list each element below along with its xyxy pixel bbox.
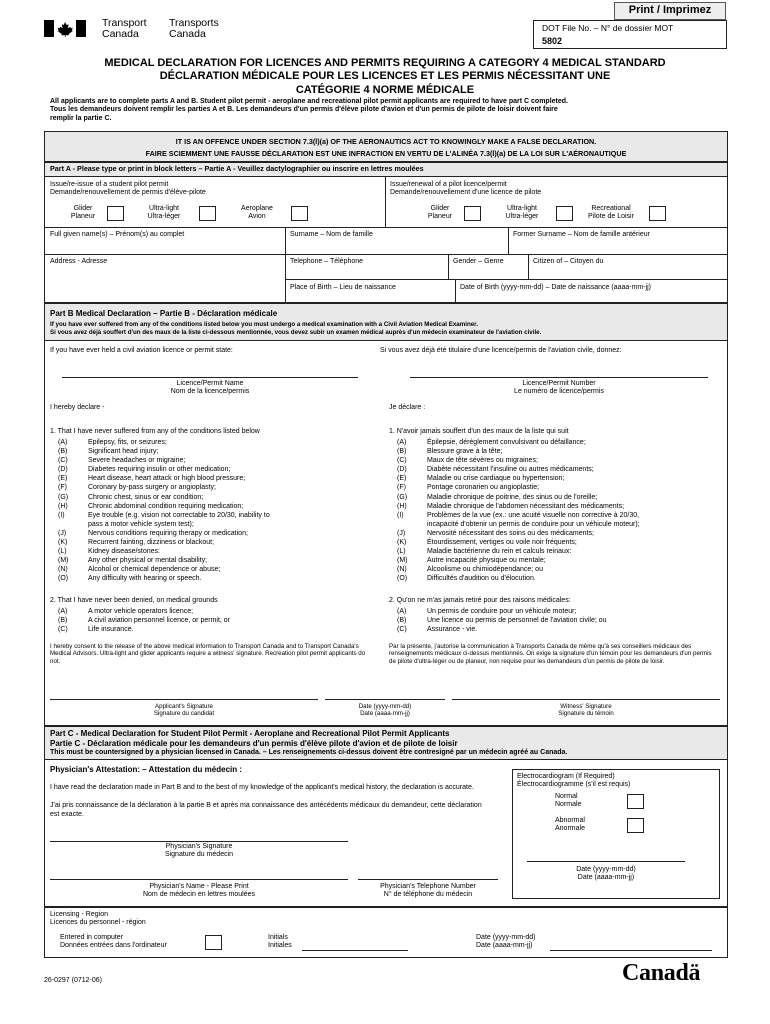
physician-signature-en: Physician's Signature: [165, 843, 233, 850]
condition-item-fr-text: Étourdissement, vertiges ou voile noir fréquents;: [427, 539, 577, 547]
part-c-header-fr: Partie C - Déclaration médicale pour les demandeurs d'un permis d'élève pilote d'avion et de pilote de loisir: [50, 739, 458, 748]
issue-student-en: Issue/re-issue of a student pilot permit: [50, 181, 169, 188]
condition-item-en-text: Diabetes requiring insulin or other medication;: [88, 466, 231, 474]
ecg-date-en: Date (yyyy-mm-dd): [576, 866, 636, 873]
conditions-list-en: [50, 438, 370, 584]
condition-item-fr: [389, 474, 719, 483]
condition-item-fr-letter: (J): [397, 529, 406, 537]
applicant-signature-en: Applicant's Signature: [155, 703, 213, 710]
entered-en: Entered in computer: [60, 934, 124, 941]
denied-item-en: [50, 625, 370, 634]
gender-field[interactable]: Gender – Genre: [453, 258, 504, 265]
condition-item-fr-letter: [389, 520, 427, 529]
condition-item-fr: [389, 465, 719, 474]
condition-item-fr-letter: (H): [397, 502, 407, 510]
condition-item-fr: [389, 438, 719, 447]
condition-item-fr-letter: (I): [397, 511, 404, 519]
condition-item-fr-letter: (N): [397, 566, 407, 574]
glider-label-fr: Planeur: [70, 213, 96, 221]
lic-glider-label-fr: Planeur: [427, 213, 453, 221]
denied-item-en-letter: (B): [58, 617, 68, 625]
former-surname-field[interactable]: Former Surname – Nom de famille antérieur: [513, 231, 650, 238]
condition-item-fr-letter: (G): [397, 493, 408, 501]
condition-item-fr-text: Épilepsie, dérèglement convulsivant ou défaillance;: [427, 439, 586, 446]
condition-item-en-letter: (H): [58, 502, 68, 510]
condition-item-fr: [389, 538, 719, 547]
denied-item-fr: [389, 607, 719, 616]
condition-item-fr: [389, 529, 719, 538]
ecg-normal-checkbox[interactable]: [627, 794, 644, 809]
condition-item-fr: [389, 493, 719, 502]
denied-item-en-letter: (A): [58, 608, 68, 615]
condition-item-fr-text: Blessure grave à la tête;: [427, 448, 503, 456]
condition-item-en-text: Recurrent fainting, dizziness or blackout;: [88, 539, 215, 547]
org-name-fr-1: Transports: [169, 17, 219, 29]
ecg-date-fr: Date (aaaa-mm-jj): [577, 874, 635, 882]
condition-item-en: [50, 502, 370, 511]
condition-item-fr-text: Autre incapacité physique ou mentale;: [427, 557, 546, 565]
condition-item-en-text: Alcohol or chemical dependence or abuse;: [88, 566, 221, 574]
aeroplane-label-en: Aeroplane: [241, 205, 273, 212]
held-licence-fr: Si vous avez déjà été titulaire d'une licence/permis de l'aviation civile, donnez:: [380, 347, 622, 354]
telephone-field[interactable]: Telephone – Téléphone: [290, 258, 364, 265]
condition-item-en: [50, 483, 370, 492]
licence-name-en: Licence/Permit Name: [176, 380, 244, 387]
question-1-en: 1. That I have never suffered from any of the conditions listed below: [50, 428, 260, 435]
denied-item-en: [50, 616, 370, 625]
condition-item-fr-text: Maladie chronique de l'abdomen nécessitant des médicaments;: [427, 502, 625, 510]
title-line-2: DÉCLARATION MÉDICALE POUR LES LICENCES ET LES PERMIS NÉCESSITANT UNE: [159, 70, 611, 83]
condition-item-en-letter: (A): [58, 439, 68, 446]
denied-list-en: [50, 607, 370, 634]
entered-fr: Données entrées dans l'ordinateur: [60, 942, 167, 950]
part-a-header: Part A - Please type or print in block letters – Partie A - Veuillez dactylographier ou inscrire en lettres moulées: [45, 163, 727, 176]
condition-item-fr-text: Maladie ou crise cardiaque ou hypertension;: [427, 475, 565, 483]
applicant-date-fr: Date (aaaa-mm-jj): [360, 710, 410, 718]
condition-item-en-text: Coronary by-pass surgery or angioplasty;: [88, 484, 217, 492]
offence-notice: [44, 131, 728, 162]
condition-item-en-text: Any difficulty with hearing or speech.: [88, 575, 202, 583]
condition-item-en: [50, 538, 370, 547]
lic-ultralight-label-fr: Ultra-léger: [505, 213, 539, 221]
question-2-fr: 2. Qu'on ne m'as jamais retiré pour des raisons médicales:: [389, 597, 571, 604]
ecg-abnormal-checkbox[interactable]: [627, 818, 644, 833]
held-licence-en: If you have ever held a civil aviation licence or permit state:: [50, 347, 233, 354]
condition-item-fr: [389, 502, 719, 511]
ultralight-label-en: Ultra-light: [149, 205, 179, 212]
declare-fr: Je déclare :: [389, 404, 426, 411]
condition-item-fr: [389, 456, 719, 465]
aeroplane-label-fr: Avion: [248, 213, 266, 221]
condition-item-fr-letter: (L): [397, 548, 406, 556]
condition-item-en-letter: (M): [58, 557, 69, 565]
denied-item-fr: [389, 625, 719, 634]
denied-list-fr: [389, 607, 719, 634]
denied-item-en-text: A civil aviation personnel licence, or permit, or: [88, 617, 231, 625]
physician-signature-line[interactable]: [50, 841, 348, 842]
lic-ultralight-label-en: Ultra-light: [507, 205, 537, 212]
condition-item-en: [50, 565, 370, 574]
initials-fr: Initiales: [268, 942, 292, 950]
condition-item-en-text: Significant head injury;: [88, 448, 159, 456]
condition-item-fr: [389, 547, 719, 556]
condition-item-fr-text: Alcoolisme ou chimiodépendance; ou: [427, 566, 543, 574]
student-aeroplane-checkbox[interactable]: [291, 206, 308, 221]
part-b-header: Part B Medical Declaration – Partie B - Déclaration médicale: [50, 309, 278, 318]
condition-item-fr: [389, 574, 719, 583]
condition-item-en: [50, 493, 370, 502]
part-b-note-en: If you have ever suffered from any of the conditions listed below you must undergo a medical examination with a Civil Aviation Medical Examiner.: [50, 321, 478, 328]
abnormal-en: Abnormal: [555, 817, 585, 824]
condition-item-en-letter: (E): [58, 475, 68, 483]
applicant-signature-line[interactable]: [50, 699, 318, 700]
condition-item-fr: [389, 483, 719, 492]
licence-name-fr: Nom de la licence/permis: [170, 388, 250, 396]
org-name-en-2: Canada: [102, 28, 139, 41]
witness-signature-en: Witness' Signature: [560, 703, 612, 710]
condition-item-en: [50, 456, 370, 465]
conditions-list-fr: [389, 438, 719, 584]
surname-field[interactable]: Surname – Nom de famille: [290, 231, 373, 238]
glider-label-en: Glider: [73, 205, 93, 212]
condition-item-fr-letter: (C): [397, 457, 407, 465]
condition-item-fr-letter: (M): [397, 557, 408, 565]
condition-item-fr-letter: (D): [397, 466, 407, 474]
intro-line-2: Tous les demandeurs doivent remplir les parties A et B. Les demandeurs d'un permis d'élève pilote d'avion et d'un permis de pilote de loisir doivent faire: [50, 106, 558, 114]
condition-item-fr-letter: (A): [397, 439, 407, 446]
physician-telephone-en: Physician's Telephone Number: [380, 883, 476, 890]
condition-item-fr-text: incapacité d'obtenir un permis de conduire pour un véhicule moteur);: [427, 520, 640, 528]
physician-name-fr: Nom de médecin en lettres moulées: [142, 891, 256, 899]
initials-line[interactable]: [302, 950, 408, 951]
applicant-date-line[interactable]: [325, 699, 445, 700]
applicant-signature-fr: Signature du candidat: [153, 710, 215, 718]
part-c-header-en: Part C - Medical Declaration for Student Pilot Permit - Aeroplane and Recreational Pilot Permit Applicants: [50, 729, 450, 738]
consent-en: I hereby consent to the release of the above medical information to Transport Canada and to Transport Canada's Medical Advisors. Ultra-light and glider applicants require a witness' signature. Recreation pilot permit applicants do not.: [50, 643, 366, 665]
condition-item-en-letter: (D): [58, 466, 68, 474]
normal-fr: Normale: [555, 801, 582, 809]
given-names-field[interactable]: Full given name(s) – Prénom(s) au complet: [50, 231, 185, 238]
condition-item-en-text: Chronic chest, sinus or ear condition;: [88, 493, 204, 501]
physician-signature-fr: Signature du médecin: [164, 851, 234, 859]
condition-item-en-letter: (N): [58, 566, 68, 574]
attestation-fr: J'ai pris connaissance de la déclaration à la partie B et après ma connaissance des antécédents médicaux du demandeur, cette déclaration est exacte.: [50, 802, 482, 818]
condition-item-en: [50, 447, 370, 456]
licence-number-line[interactable]: [410, 377, 708, 378]
org-name-en-1: Transport: [102, 17, 147, 29]
condition-item-fr-text: Problèmes de la vue (ex.: une acuité visuelle non corrective à 20/30,: [427, 511, 640, 519]
condition-item-en-letter: (F): [58, 484, 67, 492]
dot-file-label: DOT File No. – N° de dossier MOT: [542, 23, 674, 33]
witness-signature-fr: Signature du témoin: [558, 710, 614, 718]
condition-item-en-letter: (I): [58, 511, 65, 519]
declare-en: I hereby declare -: [50, 404, 105, 411]
form-number: 26-0297 (0712-06): [44, 977, 102, 984]
question-2-en: 2. That I have never been denied, on medical grounds: [50, 597, 218, 604]
birthplace-field[interactable]: Place of Birth – Lieu de naissance: [290, 284, 396, 291]
question-1-fr: 1. N'avoir jamais souffert d'un des maux de la liste qui suit: [389, 428, 569, 435]
condition-item-fr-text: Difficultés d'audition ou d'élocution.: [427, 575, 536, 583]
condition-item-en: [50, 529, 370, 538]
condition-item-fr-text: Diabète nécessitant l'insuline ou autres médicaments;: [427, 466, 594, 474]
dot-file-box: [533, 20, 727, 49]
condition-item-fr: [389, 565, 719, 574]
condition-item-en: [50, 511, 370, 520]
recreational-label-en: Recreational: [591, 205, 631, 212]
licence-glider-checkbox[interactable]: [464, 206, 481, 221]
denied-item-en-text: A motor vehicle operators licence;: [88, 608, 194, 615]
condition-item-fr-letter: (K): [397, 539, 407, 547]
org-name-fr-2: Canada: [169, 28, 206, 41]
licence-number-fr: Le numéro de licence/permis: [514, 388, 604, 396]
condition-item-en-text: Eye trouble (e.g. vision not correctable to 20/30, inability to: [88, 511, 270, 519]
condition-item-fr-text: Pontage coronarien ou angioplastie;: [427, 484, 540, 492]
denied-item-fr-text: Assurance - vie.: [427, 626, 478, 634]
physician-telephone-line[interactable]: [358, 879, 498, 880]
intro-line-1: All applicants are to complete parts A and B. Student pilot permit - aeroplane and recreational pilot permit applicants are required to have part C completed.: [50, 98, 568, 105]
condition-item-fr-letter: (E): [397, 475, 407, 483]
denied-item-fr-letter: (C): [397, 626, 407, 634]
condition-item-en-letter: (G): [58, 493, 69, 501]
condition-item-fr: [389, 447, 719, 456]
denied-item-fr-text: Une licence ou permis de personnel de l'aviation civile; ou: [427, 617, 607, 625]
birthdate-field[interactable]: Date of Birth (yyyy-mm-dd) – Date de naissance (aaaa-mm-jj): [460, 284, 652, 291]
attestation-en: I have read the declaration made in Part B and to the best of my knowledge of the applicant's medical history, the declaration is accurate.: [50, 784, 474, 791]
condition-item-en-text: Severe headaches or migraine;: [88, 457, 186, 465]
offence-fr: FAIRE SCIEMMENT UNE FAUSSE DÉCLARATION EST UNE INFRACTION EN VERTU DE L'ALINÉA 7.3(l)(a) DE LA LOI SUR L'AÉRONAUTIQUE: [145, 149, 627, 158]
denied-item-en: [50, 607, 370, 616]
condition-item-en-text: Any other physical or mental disability;: [88, 557, 208, 565]
denied-item-fr-letter: (B): [397, 617, 407, 625]
ecg-en: Electrocardiogram (If Required): [517, 773, 615, 780]
canada-flag-logo: [44, 20, 86, 37]
condition-item-en: [50, 520, 370, 529]
condition-item-en-letter: (O): [58, 575, 69, 583]
condition-item-fr: [389, 520, 719, 529]
condition-item-en-letter: (C): [58, 457, 68, 465]
normal-en: Normal: [555, 793, 578, 800]
condition-item-en-text: pass a motor vehicle system test);: [88, 520, 194, 528]
licence-ultralight-checkbox[interactable]: [556, 206, 573, 221]
lic-glider-label-en: Glider: [430, 205, 450, 212]
student-ultralight-checkbox[interactable]: [199, 206, 216, 221]
condition-item-en-letter: (K): [58, 539, 68, 547]
part-c-note: This must be countersigned by a physician licensed in Canada. – Les renseignements ci-dessus doivent être contresigné par un médecin agréé au Canada.: [50, 749, 568, 756]
entered-checkbox[interactable]: [205, 935, 222, 950]
condition-item-en-letter: (L): [58, 548, 67, 556]
part-b-note-fr: Si vous avez déjà souffert d'un des maux de la liste ci-dessous mentionnée, vous devez subir un examen médical auprès d'un médecin examinateur de l'aviation civile.: [50, 329, 542, 336]
condition-item-en: [50, 465, 370, 474]
condition-item-en: [50, 574, 370, 583]
condition-item-en: [50, 547, 370, 556]
title-line-1: MEDICAL DECLARATION FOR LICENCES AND PERMITS REQUIRING A CATEGORY 4 MEDICAL STANDARD: [104, 57, 666, 69]
condition-item-fr-text: Nervosité nécessitant des soins ou des médicaments;: [427, 529, 594, 537]
condition-item-en-letter: (B): [58, 448, 68, 456]
denied-item-fr-text: Un permis de conduire pour un véhicule moteur;: [427, 608, 577, 615]
licence-name-line[interactable]: [62, 377, 358, 378]
condition-item-fr-text: Maux de tête sévères ou migraines;: [427, 457, 538, 465]
condition-item-en: [50, 438, 370, 447]
denied-item-en-letter: (C): [58, 626, 68, 634]
condition-item-en-text: Epilepsy, fits, or seizures;: [88, 439, 167, 446]
condition-item-en-letter: (J): [58, 529, 67, 537]
witness-signature-line[interactable]: [452, 699, 720, 700]
condition-item-fr-text: Maladie bactérienne du rein et calculs reinaux:: [427, 548, 572, 556]
condition-item-en-text: Kidney disease/stones:: [88, 548, 160, 556]
condition-item-fr: [389, 556, 719, 565]
condition-item-en-letter: [50, 520, 88, 529]
licensing-region-fr: Licences du personnel - région: [50, 919, 146, 927]
student-glider-checkbox[interactable]: [107, 206, 124, 221]
issue-licence-fr: Demande/renouvellement d'une licence de pilote: [390, 189, 542, 197]
physician-name-en: Physician's Name - Please Print: [149, 883, 249, 890]
citizen-field[interactable]: Citizen of – Citoyen du: [533, 258, 604, 265]
condition-item-fr: [389, 511, 719, 520]
title-line-3: CATÉGORIE 4 NORME MÉDICALE: [295, 83, 475, 96]
dot-file-number[interactable]: 5802: [542, 36, 563, 46]
issue-student-fr: Demande/renouvellement de permis d'élève-pilote: [50, 189, 206, 197]
denied-item-fr: [389, 616, 719, 625]
initials-en: Initials: [268, 934, 288, 941]
abnormal-fr: Anormale: [555, 825, 585, 833]
licensing-date-en: Date (yyyy-mm-dd): [476, 934, 536, 941]
condition-item-fr-letter: (B): [397, 448, 407, 456]
issue-licence-en: Issue/renewal of a pilot licence/permit: [390, 181, 507, 188]
condition-item-en-text: Chronic abdominal condition requiring medication;: [88, 502, 244, 510]
licence-number-en: Licence/Permit Number: [522, 380, 596, 387]
condition-item-en: [50, 556, 370, 565]
ecg-fr: Électrocardiogramme (s'il est requis): [517, 781, 631, 789]
licensing-date-line[interactable]: [550, 950, 712, 951]
condition-item-fr-letter: (O): [397, 575, 408, 583]
physician-telephone-fr: N° de téléphone du médecin: [383, 891, 473, 899]
condition-item-en-text: Heart disease, heart attack or high blood pressure;: [88, 475, 246, 483]
recreational-label-fr: Pilote de Loisir: [588, 213, 634, 221]
offence-en: IT IS AN OFFENCE UNDER SECTION 7.3(l)(a) OF THE AERONAUTICS ACT TO KNOWINGLY MAKE A FALSE DECLARATION.: [175, 137, 597, 146]
licence-recreational-checkbox[interactable]: [649, 206, 666, 221]
consent-fr: Par la présente, j'autorise la communication à Transports Canada de même qu'à ses conseillers médicaux des renseignements médicaux ci-dessus mentionnés. On exige la signature d'un témoin pour les demandeurs d'un permis de pilote d'ultra-léger ou de planeur, non requise pour les demandeurs d'un permis de pilote de loisir.: [389, 643, 712, 665]
condition-item-fr-text: Maladie chronique de poitrine, des sinus ou de l'oreille;: [427, 493, 598, 501]
denied-item-en-text: Life insurance.: [88, 626, 134, 634]
ecg-date-line[interactable]: [527, 861, 685, 862]
print-button[interactable]: Print / Imprimez: [614, 2, 726, 20]
physician-attestation: Physician's Attestation: – Attestation du médecin :: [50, 765, 243, 774]
licensing-region-en: Licensing - Region: [50, 911, 108, 918]
applicant-date-en: Date (yyyy-mm-dd): [358, 703, 412, 710]
ultralight-label-fr: Ultra-léger: [147, 213, 181, 221]
condition-item-en: [50, 474, 370, 483]
canada-wordmark: Canadä: [622, 960, 701, 986]
denied-item-fr-letter: (A): [397, 608, 407, 615]
address-field[interactable]: Address - Adresse: [50, 258, 108, 265]
licensing-date-fr: Date (aaaa-mm-jj): [476, 942, 533, 950]
condition-item-en-text: Nervous conditions requiring therapy or medication;: [88, 529, 248, 537]
intro-line-3: remplir la partie C.: [50, 114, 112, 122]
physician-name-line[interactable]: [50, 879, 348, 880]
condition-item-fr-letter: (F): [397, 484, 406, 492]
